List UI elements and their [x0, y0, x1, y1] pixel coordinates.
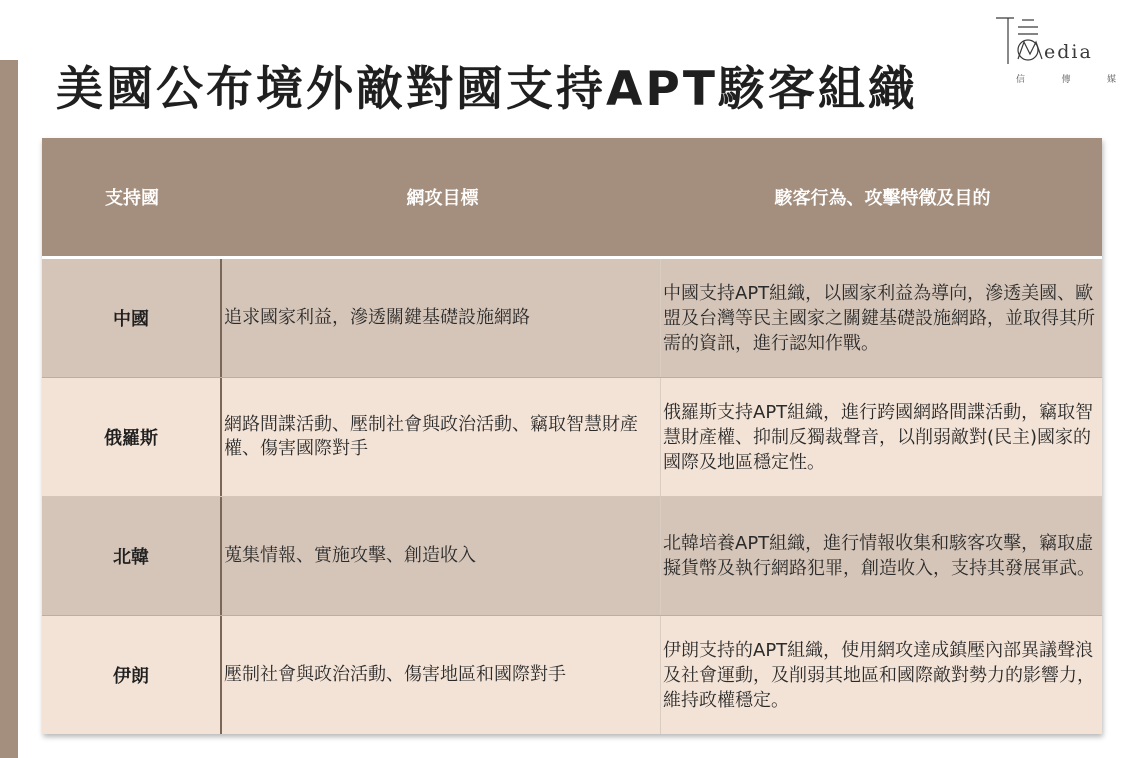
page-title: 美國公布境外敵對國支持APT駭客組織	[56, 62, 918, 117]
target-cell: 追求國家利益，滲透關鍵基礎設施網路	[222, 259, 661, 377]
logo-subtitle-char: 信	[1016, 75, 1026, 85]
target-cell: 蒐集情報、實施攻擊、創造收入	[222, 497, 661, 615]
table-row	[42, 378, 1102, 497]
target-cell: 網路間諜活動、壓制社會與政治活動、竊取智慧財產權、傷害國際對手	[222, 378, 661, 496]
table-row	[42, 497, 1102, 616]
target-cell: 壓制社會與政治活動、傷害地區和國際對手	[222, 616, 661, 734]
apt-support-table	[42, 138, 1102, 734]
left-accent-bar	[0, 60, 18, 758]
behavior-cell: 伊朗支持的APT組織，使用網攻達成鎮壓內部異議聲浪及社會運動，及削弱其地區和國際敵對勢力的影響力，維持政權穩定。	[663, 639, 1095, 711]
country-cell: 伊朗	[42, 616, 222, 734]
behavior-cell: 中國支持APT組織，以國家利益為導向，滲透美國、歐盟及台灣等民主國家之關鍵基礎設施網路，並取得其所需的資訊，進行認知作戰。	[663, 282, 1095, 354]
logo-subtitle-char: 傳	[1061, 75, 1071, 85]
header-country: 支持國	[105, 188, 159, 209]
logo-wordmark: edia	[1044, 41, 1093, 63]
table-row	[42, 616, 1102, 734]
behavior-cell: 北韓培養APT組織，進行情報收集和駭客攻擊，竊取虛擬貨幣及執行網路犯罪，創造收入，支持其發展軍武。	[663, 533, 1095, 579]
logo-subtitle	[1016, 72, 1116, 85]
logo-subtitle-char: 媒	[1106, 75, 1116, 85]
table-row	[42, 259, 1102, 378]
header-target: 網攻目標	[406, 188, 479, 209]
behavior-cell: 俄羅斯支持APT組織，進行跨國網路間諜活動，竊取智慧財產權、抑制反獨裁聲音，以削弱敵對(民主)國家的國際及地區穩定性。	[663, 401, 1094, 473]
country-cell: 中國	[42, 259, 222, 377]
header-behavior: 駭客行為、攻擊特徵及目的	[774, 188, 991, 209]
country-cell: 北韓	[42, 497, 222, 615]
country-cell: 俄羅斯	[42, 378, 222, 496]
media-logo	[994, 14, 1124, 94]
table-header-row	[42, 138, 1102, 259]
